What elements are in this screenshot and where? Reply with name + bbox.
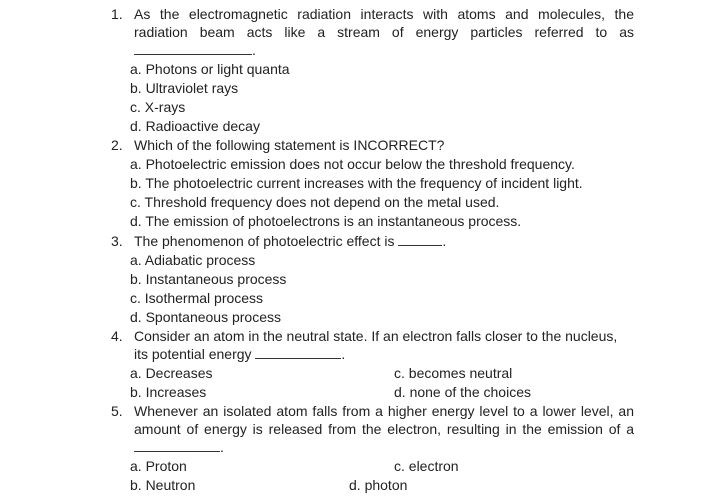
q1-answer-blank [134,41,256,59]
q1-choice-b: b. Ultraviolet rays [130,80,239,96]
q1-number: 1. [111,6,123,22]
q4-choice-a: a. Decreases [130,365,213,381]
q4-text-line2 [134,345,345,363]
q2-choice-c: c. Threshold frequency does not depend on the metal used. [130,194,500,210]
blank-period: . [341,346,346,362]
q4-number: 4. [111,328,123,344]
q5-text-line1: Whenever an isolated atom falls from a higher energy level to a lower level, an [134,403,634,419]
q4-choice-b: b. Increases [130,384,207,400]
q5-number: 5. [111,403,123,419]
q3-text: The phenomenon of photoelectric effect is [134,233,395,249]
q4-choice-c: c. becomes neutral [394,365,513,381]
q2-number: 2. [111,137,123,153]
q4-text-line1: Consider an atom in the neutral state. If an electron falls closer to the nucleus, [134,328,618,344]
q1-choice-a: a. Photons or light quanta [130,61,290,77]
q3-text-line [134,232,446,250]
q2-choice-a: a. Photoelectric emission does not occur below the threshold frequency. [130,156,575,172]
q5-answer-blank [134,438,224,456]
q5-choice-c: c. electron [394,458,459,474]
q1-choice-d: d. Radioactive decay [130,118,260,134]
q4-choice-d: d. none of the choices [394,384,531,400]
q3-number: 3. [111,233,123,249]
q1-text-line1: As the electromagnetic radiation interacts with atoms and molecules, the [134,6,634,22]
q2-text: Which of the following statement is INCORRECT? [134,137,445,153]
q5-choice-a: a. Proton [130,458,187,474]
q2-choice-d: d. The emission of photoelectrons is an instantaneous process. [130,213,522,229]
q4-text: its potential energy [134,346,252,362]
q2-choice-b: b. The photoelectric current increases with the frequency of incident light. [130,175,583,191]
blank-line [255,348,341,359]
q1-text-line2: radiation beam acts like a stream of energy particles referred to as [134,24,634,40]
q3-choice-c: c. Isothermal process [130,290,264,306]
q3-choice-d: d. Spontaneous process [130,309,281,325]
q5-text-line2: amount of energy is released from the electron, resulting in the emission of a [134,421,634,437]
blank-line [398,235,442,246]
blank-line [134,44,252,55]
blank-period: . [220,439,224,455]
q5-choice-b: b. Neutron [130,477,196,493]
q5-choice-d: d. photon [349,477,408,493]
blank-period: . [442,233,447,249]
blank-line [134,441,220,452]
q3-choice-a: a. Adiabatic process [130,252,256,268]
q1-choice-c: c. X-rays [130,99,186,115]
blank-period: . [252,42,256,58]
q3-choice-b: b. Instantaneous process [130,271,287,287]
